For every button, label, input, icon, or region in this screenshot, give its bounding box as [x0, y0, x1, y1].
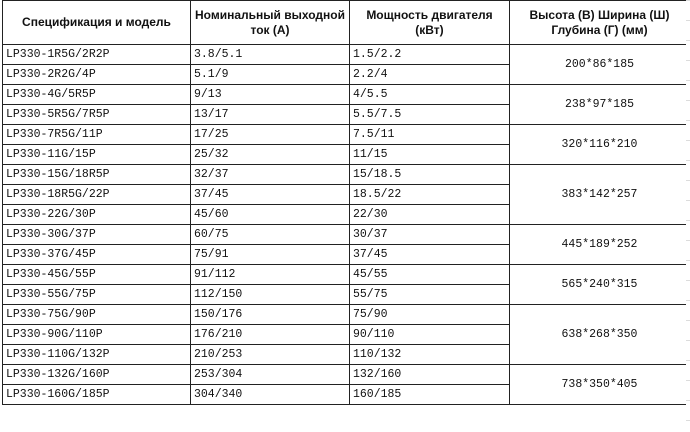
cell-rated-current[interactable]: 17/25 [191, 125, 350, 145]
cell-motor-power[interactable]: 45/55 [350, 265, 510, 285]
cell-model[interactable]: LP330-45G/55P [3, 265, 191, 285]
cell-dimensions[interactable]: 238*97*185 [510, 85, 690, 125]
cell-rated-current[interactable]: 150/176 [191, 305, 350, 325]
cell-motor-power[interactable]: 1.5/2.2 [350, 45, 510, 65]
header-dimensions[interactable]: Высота (В) Ширина (Ш) Глубина (Г) (мм) [510, 1, 690, 45]
table-row [3, 125, 690, 145]
cell-model[interactable]: LP330-2R2G/4P [3, 65, 191, 85]
cell-motor-power[interactable]: 18.5/22 [350, 185, 510, 205]
cell-rated-current[interactable]: 304/340 [191, 385, 350, 405]
table-row [3, 265, 690, 285]
header-row [3, 1, 690, 45]
cell-motor-power[interactable]: 90/110 [350, 325, 510, 345]
cell-model[interactable]: LP330-5R5G/7R5P [3, 105, 191, 125]
cell-dimensions[interactable]: 383*142*257 [510, 165, 690, 225]
cell-motor-power[interactable]: 11/15 [350, 145, 510, 165]
cell-model[interactable]: LP330-11G/15P [3, 145, 191, 165]
table-row [3, 305, 690, 325]
cell-dimensions[interactable]: 320*116*210 [510, 125, 690, 165]
cell-motor-power[interactable]: 132/160 [350, 365, 510, 385]
table-row [3, 165, 690, 185]
cell-model[interactable]: LP330-30G/37P [3, 225, 191, 245]
cell-rated-current[interactable]: 13/17 [191, 105, 350, 125]
specification-table [2, 0, 690, 405]
header-rated-current[interactable]: Номинальный выходной ток (А) [191, 1, 350, 45]
table-row [3, 45, 690, 65]
cell-rated-current[interactable]: 5.1/9 [191, 65, 350, 85]
cell-motor-power[interactable]: 160/185 [350, 385, 510, 405]
cell-model[interactable]: LP330-22G/30P [3, 205, 191, 225]
cell-model[interactable]: LP330-110G/132P [3, 345, 191, 365]
cell-rated-current[interactable]: 176/210 [191, 325, 350, 345]
table-body [3, 45, 690, 405]
cell-motor-power[interactable]: 5.5/7.5 [350, 105, 510, 125]
cell-motor-power[interactable]: 55/75 [350, 285, 510, 305]
cell-rated-current[interactable]: 37/45 [191, 185, 350, 205]
cell-dimensions[interactable]: 638*268*350 [510, 305, 690, 365]
cell-model[interactable]: LP330-132G/160P [3, 365, 191, 385]
header-model[interactable]: Спецификация и модель [3, 1, 191, 45]
cell-model[interactable]: LP330-75G/90P [3, 305, 191, 325]
cell-motor-power[interactable]: 2.2/4 [350, 65, 510, 85]
cell-motor-power[interactable]: 15/18.5 [350, 165, 510, 185]
cell-model[interactable]: LP330-37G/45P [3, 245, 191, 265]
cell-rated-current[interactable]: 253/304 [191, 365, 350, 385]
cell-rated-current[interactable]: 32/37 [191, 165, 350, 185]
header-motor-power[interactable]: Мощность двигателя (кВт) [350, 1, 510, 45]
cell-model[interactable]: LP330-18R5G/22P [3, 185, 191, 205]
cell-motor-power[interactable]: 110/132 [350, 345, 510, 365]
table-row [3, 365, 690, 385]
table-row [3, 225, 690, 245]
cell-dimensions[interactable]: 565*240*315 [510, 265, 690, 305]
cell-motor-power[interactable]: 7.5/11 [350, 125, 510, 145]
cell-dimensions[interactable]: 445*189*252 [510, 225, 690, 265]
table-row [3, 85, 690, 105]
cell-dimensions[interactable]: 738*350*405 [510, 365, 690, 405]
cell-rated-current[interactable]: 210/253 [191, 345, 350, 365]
cell-motor-power[interactable]: 22/30 [350, 205, 510, 225]
cell-model[interactable]: LP330-15G/18R5P [3, 165, 191, 185]
cell-rated-current[interactable]: 75/91 [191, 245, 350, 265]
cell-motor-power[interactable]: 4/5.5 [350, 85, 510, 105]
cell-model[interactable]: LP330-7R5G/11P [3, 125, 191, 145]
cell-model[interactable]: LP330-55G/75P [3, 285, 191, 305]
cell-dimensions[interactable]: 200*86*185 [510, 45, 690, 85]
cell-motor-power[interactable]: 30/37 [350, 225, 510, 245]
cell-rated-current[interactable]: 112/150 [191, 285, 350, 305]
cell-rated-current[interactable]: 3.8/5.1 [191, 45, 350, 65]
cell-rated-current[interactable]: 9/13 [191, 85, 350, 105]
cell-model[interactable]: LP330-90G/110P [3, 325, 191, 345]
cell-model[interactable]: LP330-1R5G/2R2P [3, 45, 191, 65]
cell-motor-power[interactable]: 37/45 [350, 245, 510, 265]
cell-model[interactable]: LP330-4G/5R5P [3, 85, 191, 105]
cell-rated-current[interactable]: 91/112 [191, 265, 350, 285]
cell-rated-current[interactable]: 25/32 [191, 145, 350, 165]
cell-rated-current[interactable]: 45/60 [191, 205, 350, 225]
cell-rated-current[interactable]: 60/75 [191, 225, 350, 245]
cell-model[interactable]: LP330-160G/185P [3, 385, 191, 405]
next-column-edge [686, 0, 690, 432]
cell-motor-power[interactable]: 75/90 [350, 305, 510, 325]
